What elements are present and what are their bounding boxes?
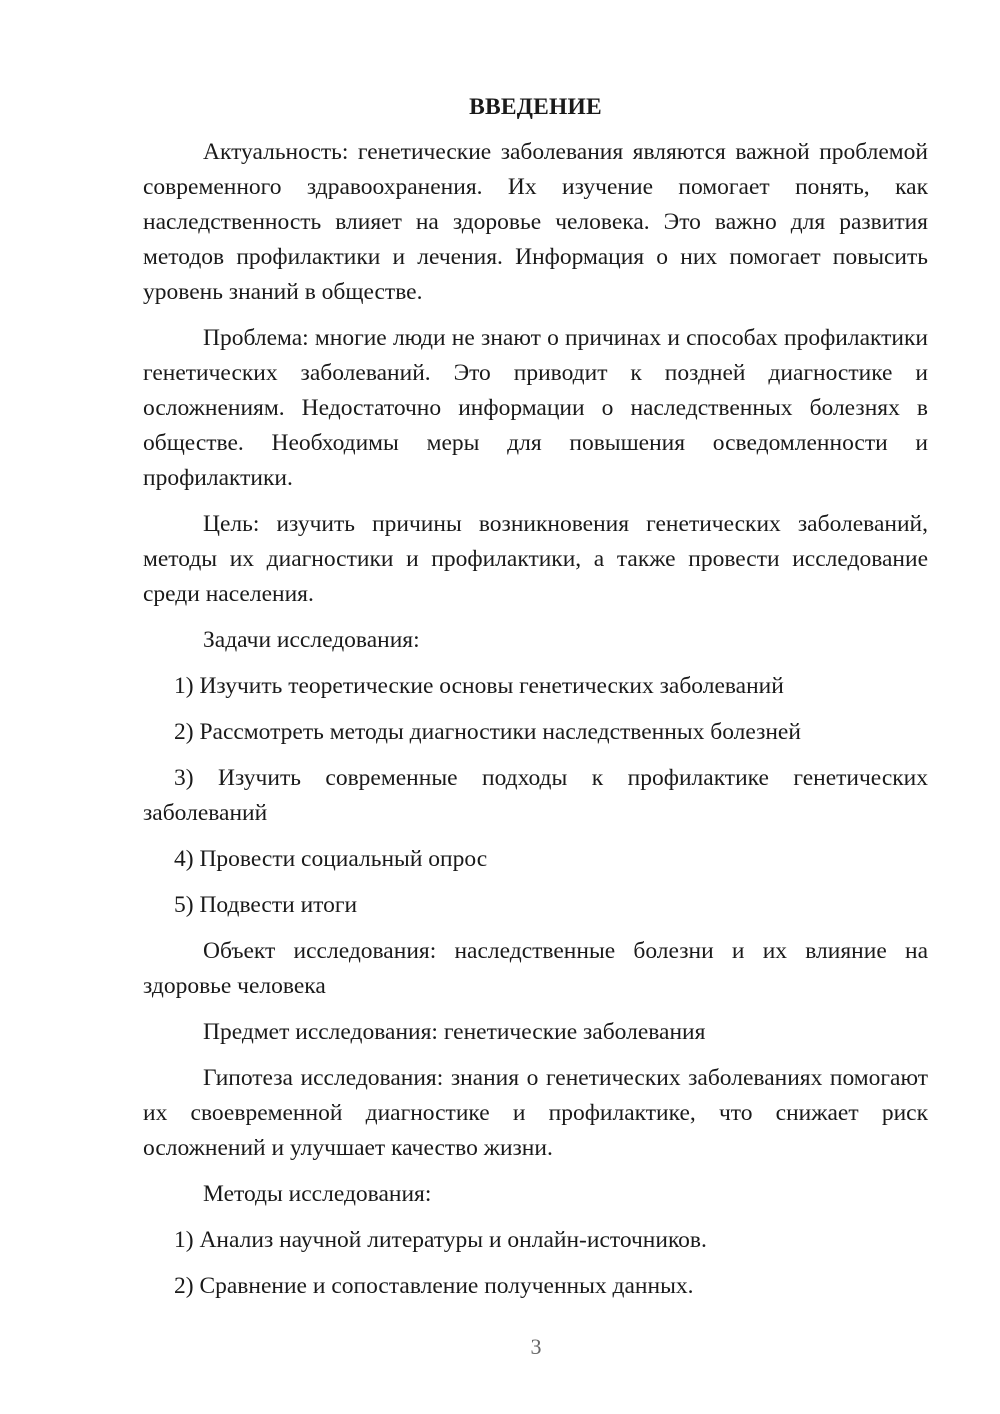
tasks-heading: Задачи исследования:: [203, 627, 420, 653]
task-item-4: 4) Провести социальный опрос: [174, 846, 488, 872]
task-item-5: 5) Подвести итоги: [174, 892, 358, 918]
task-item-2: 2) Рассмотреть методы диагностики наследственных болезней: [174, 719, 801, 745]
method-item-1: 1) Анализ научной литературы и онлайн-источников.: [174, 1227, 707, 1253]
relevance-paragraph: Актуальность: генетические заболевания являются важной проблемой современного здравоохранения. Их изучение помогает понять, как наследственность влияет на здоровье человека. Это важно для развития методов профилактики и лечения. Информация о них помогает повысить уровень знаний в обществе.: [143, 139, 928, 305]
page-number: 3: [530, 1334, 542, 1359]
page-content: [143, 90, 928, 1315]
task-item-1: 1) Изучить теоретические основы генетических заболеваний: [174, 673, 784, 699]
section-title: ВВЕДЕНИЕ: [469, 94, 602, 120]
subject-paragraph: Предмет исследования: генетические заболевания: [203, 1019, 706, 1045]
task-item-3: 3) Изучить современные подходы к профилактике генетических заболеваний: [143, 765, 928, 826]
method-item-2: 2) Сравнение и сопоставление полученных данных.: [174, 1273, 694, 1299]
goal-paragraph: Цель: изучить причины возникновения генетических заболеваний, методы их диагностики и профилактики, а также провести исследование среди населения.: [143, 511, 928, 607]
object-paragraph: Объект исследования: наследственные болезни и их влияние на здоровье человека: [143, 938, 928, 999]
methods-heading: Методы исследования:: [203, 1181, 432, 1207]
problem-paragraph: Проблема: многие люди не знают о причинах и способах профилактики генетических заболеваний. Это приводит к поздней диагностике и осложнениям. Недостаточно информации о наследственных болезнях в обществе. Необходимы меры для повышения осведомленности и профилактики.: [143, 325, 928, 491]
hypothesis-paragraph: Гипотеза исследования: знания о генетических заболеваниях помогают их своевременной диагностике и профилактике, что снижает риск осложнений и улучшает качество жизни.: [143, 1065, 928, 1161]
